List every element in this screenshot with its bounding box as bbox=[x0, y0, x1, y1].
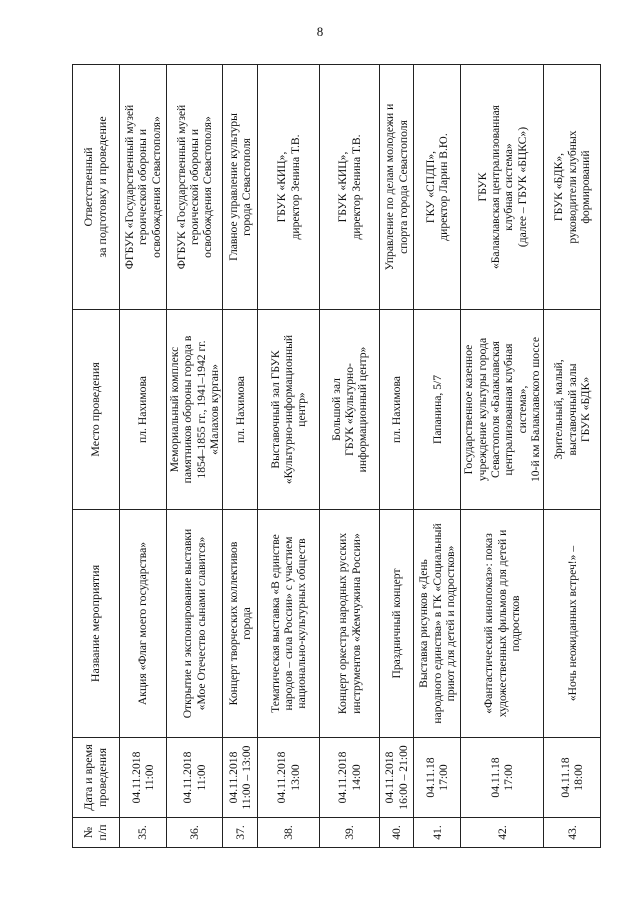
cell-num-line: 40. bbox=[390, 825, 404, 840]
cell-date-line: 04.11.2018 bbox=[129, 751, 143, 804]
cell-place bbox=[414, 310, 461, 510]
cell-num bbox=[414, 818, 461, 848]
cell-event-name-line: инструментов «Жемчужина России» bbox=[349, 533, 363, 714]
cell-place-line: «Культурно-информационный bbox=[282, 334, 296, 485]
table-row bbox=[380, 65, 414, 848]
cell-responsible-line: «Балаклавская централизованная bbox=[488, 104, 502, 270]
cell-date bbox=[223, 738, 258, 818]
cell-responsible-line: ФГБУК «Государственный музей bbox=[174, 104, 188, 270]
rotated-table-wrapper bbox=[72, 65, 592, 848]
cell-place-line: выставочный залы bbox=[565, 363, 579, 456]
cell-date-line: 04.11.2018 bbox=[383, 751, 397, 804]
cell-event-name-line: Открытие и экспонирование выставки bbox=[181, 528, 195, 719]
cell-event-name-line: художественных фильмов для детей и bbox=[495, 529, 509, 718]
table-row bbox=[167, 65, 223, 848]
cell-date-line: 13:00 bbox=[288, 764, 302, 791]
cell-num bbox=[223, 818, 258, 848]
events-table bbox=[72, 64, 601, 848]
cell-date-line: 04.11.18 bbox=[423, 757, 437, 798]
table-row bbox=[223, 65, 258, 848]
cell-responsible-line: (далее – ГБУК «БЦКС») bbox=[515, 126, 529, 248]
cell-event-name-line: «Фантастический кинопоказ»: показ bbox=[482, 533, 496, 714]
cell-num bbox=[544, 818, 601, 848]
cell-responsible-line: спорта города Севастополя bbox=[396, 120, 410, 254]
cell-date bbox=[380, 738, 414, 818]
cell-responsible bbox=[414, 65, 461, 310]
cell-responsible-line: города Севастополя bbox=[240, 138, 254, 236]
cell-place-line: ГБУК «БДК» bbox=[578, 376, 592, 443]
cell-event-name-line: Акция «Флаг моего государства» bbox=[136, 541, 150, 706]
cell-event-name-line: приют для детей и подростков» bbox=[443, 545, 457, 702]
table-row bbox=[461, 65, 544, 848]
cell-place bbox=[167, 310, 223, 510]
cell-date-line: 11:00 bbox=[194, 764, 208, 791]
header-date: Дата и время проведения bbox=[73, 738, 120, 818]
cell-responsible-line: директор Зенина Т.В. bbox=[349, 134, 363, 240]
cell-responsible-line: героической обороны и bbox=[136, 128, 150, 246]
cell-event-name-line: Концерт оркестра народных русских bbox=[336, 532, 350, 715]
cell-place-line: система», bbox=[515, 385, 529, 434]
cell-num bbox=[320, 818, 380, 848]
cell-date-line: 04.11.2018 bbox=[336, 751, 350, 804]
cell-event-name-line: города bbox=[240, 607, 254, 640]
cell-responsible-line: освобождения Севастополя» bbox=[149, 116, 163, 258]
cell-date-line: 04.11.2018 bbox=[275, 751, 289, 804]
header-num: № п/п bbox=[73, 818, 120, 848]
cell-responsible bbox=[120, 65, 167, 310]
cell-date-line: 04.11.18 bbox=[558, 757, 572, 798]
cell-place-line: центр» bbox=[295, 392, 309, 427]
cell-responsible-line: клубная система» bbox=[502, 143, 516, 231]
cell-responsible-line: ГБУК «КИЦ», bbox=[336, 151, 350, 223]
cell-date bbox=[258, 738, 320, 818]
page-number: 8 bbox=[316, 24, 324, 39]
cell-responsible bbox=[380, 65, 414, 310]
cell-num bbox=[167, 818, 223, 848]
cell-responsible-line: ГБУК «БДК», bbox=[552, 152, 566, 222]
cell-responsible bbox=[544, 65, 601, 310]
cell-date-line: 04.11.2018 bbox=[181, 751, 195, 804]
cell-date bbox=[414, 738, 461, 818]
cell-date-line: 04.11.18 bbox=[488, 757, 502, 798]
cell-responsible-line: ГБУК bbox=[475, 172, 489, 202]
table-row bbox=[414, 65, 461, 848]
cell-responsible-line: Главное управление культуры bbox=[226, 113, 240, 261]
table-header-row bbox=[73, 65, 120, 848]
cell-event-name bbox=[167, 510, 223, 738]
cell-date-line: 17:00 bbox=[502, 764, 516, 791]
cell-event-name bbox=[320, 510, 380, 738]
cell-num-line: 37. bbox=[233, 825, 247, 840]
cell-place bbox=[544, 310, 601, 510]
cell-responsible-line: ГКУ «СПДП», bbox=[423, 150, 437, 224]
cell-num-line: 38. bbox=[282, 825, 296, 840]
cell-responsible-line: героической обороны и bbox=[187, 128, 201, 246]
cell-date-line: 17:00 bbox=[437, 764, 451, 791]
cell-responsible-line: освобождения Севастополя» bbox=[201, 116, 215, 258]
cell-event-name bbox=[380, 510, 414, 738]
cell-event-name-line: «Мое Отечество сынами славится» bbox=[194, 536, 208, 711]
cell-place-line: Зрительный, малый, bbox=[552, 359, 566, 460]
cell-num-line: 36. bbox=[187, 825, 201, 840]
cell-responsible bbox=[461, 65, 544, 310]
cell-date bbox=[120, 738, 167, 818]
cell-num bbox=[258, 818, 320, 848]
cell-num-line: 41. bbox=[430, 825, 444, 840]
cell-event-name-line: народного единства» в ГК «Социальный bbox=[430, 523, 444, 724]
cell-place-line: Государственное казенное bbox=[462, 344, 476, 475]
cell-event-name-line: «Ночь неожиданных встреч!» – bbox=[565, 545, 579, 702]
cell-event-name-line: национально-культурных обществ bbox=[295, 538, 309, 709]
cell-place-line: Мемориальный комплекс bbox=[168, 346, 181, 473]
cell-event-name-line: Выставка рисунков «День bbox=[417, 559, 431, 688]
cell-responsible-line: директор Ларин В.Ю. bbox=[437, 133, 451, 241]
cell-place bbox=[223, 310, 258, 510]
cell-num-line: 42. bbox=[495, 825, 509, 840]
cell-event-name bbox=[258, 510, 320, 738]
cell-responsible-line: директор Зенина Т.В. bbox=[288, 134, 302, 240]
table-row bbox=[544, 65, 601, 848]
cell-place-line: пл. Нахимова bbox=[390, 376, 404, 443]
cell-event-name-line: народов – сила России» с участием bbox=[282, 536, 296, 711]
cell-date bbox=[544, 738, 601, 818]
cell-date-line: 14:00 bbox=[349, 764, 363, 791]
cell-num-line: 43. bbox=[565, 825, 579, 840]
cell-event-name bbox=[414, 510, 461, 738]
cell-place-line: пл. Нахимова bbox=[233, 376, 247, 443]
cell-num bbox=[120, 818, 167, 848]
cell-place bbox=[120, 310, 167, 510]
cell-place-line: учреждение культуры города bbox=[475, 337, 489, 482]
cell-place-line: 1854–1855 гг., 1941–1942 гг. bbox=[194, 340, 208, 479]
cell-date bbox=[461, 738, 544, 818]
cell-num-line: 35. bbox=[136, 825, 150, 840]
header-name: Название мероприятия bbox=[73, 510, 120, 738]
cell-place-line: ГБУК «Культурно- bbox=[343, 363, 357, 456]
cell-responsible-line: руководители клубных bbox=[565, 130, 579, 244]
cell-place-line: 10-й км Балаклавского шоссе bbox=[528, 337, 542, 482]
cell-place-line: централизованная клубная bbox=[502, 343, 516, 476]
cell-date bbox=[320, 738, 380, 818]
cell-place bbox=[380, 310, 414, 510]
cell-event-name-line: подростков bbox=[508, 595, 522, 652]
table-row bbox=[258, 65, 320, 848]
cell-date-line: 18:00 bbox=[572, 764, 586, 791]
cell-event-name-line: Тематическая выставка «В единстве bbox=[268, 534, 282, 713]
cell-date-line: 04.11.2018 bbox=[226, 751, 240, 804]
cell-event-name bbox=[120, 510, 167, 738]
cell-place-line: «Малахов курган» bbox=[207, 364, 221, 455]
cell-place-line: памятников обороны города в bbox=[181, 335, 195, 484]
cell-num bbox=[461, 818, 544, 848]
cell-event-name bbox=[223, 510, 258, 738]
cell-place-line: информационный центр» bbox=[356, 346, 370, 473]
cell-place bbox=[461, 310, 544, 510]
table-body bbox=[120, 65, 601, 848]
header-responsible: Ответственный за подготовку и проведение bbox=[73, 65, 120, 310]
cell-responsible-line: формирований bbox=[578, 150, 592, 224]
cell-event-name bbox=[544, 510, 601, 738]
cell-responsible bbox=[223, 65, 258, 310]
cell-responsible bbox=[320, 65, 380, 310]
cell-date-line: 11:00 bbox=[143, 764, 156, 791]
cell-num-line: 39. bbox=[343, 825, 357, 840]
cell-place-line: Большой зал bbox=[329, 378, 343, 441]
cell-place bbox=[258, 310, 320, 510]
cell-place-line: пл. Нахимова bbox=[136, 376, 150, 443]
cell-place-line: Выставочный зал ГБУК bbox=[268, 350, 282, 469]
cell-event-name bbox=[461, 510, 544, 738]
cell-place-line: Севастополя «Балаклавская bbox=[488, 341, 502, 478]
cell-date bbox=[167, 738, 223, 818]
cell-responsible bbox=[258, 65, 320, 310]
cell-date-line: 16:00 – 21:00 bbox=[396, 745, 410, 810]
cell-event-name-line: Концерт творческих коллективов bbox=[226, 541, 240, 706]
cell-responsible-line: ГБУК «КИЦ», bbox=[275, 151, 289, 223]
header-place: Место проведения bbox=[73, 310, 120, 510]
cell-place bbox=[320, 310, 380, 510]
table-row bbox=[120, 65, 167, 848]
cell-event-name-line: Праздничный концерт bbox=[390, 568, 404, 679]
cell-num bbox=[380, 818, 414, 848]
cell-responsible-line: Управление по делам молодежи и bbox=[383, 103, 397, 271]
cell-place-line: Папанина, 5/7 bbox=[430, 374, 444, 445]
table-row bbox=[320, 65, 380, 848]
cell-responsible bbox=[167, 65, 223, 310]
cell-date-line: 11:00 – 13:00 bbox=[240, 745, 254, 810]
cell-responsible-line: ФГБУК «Государственный музей bbox=[123, 104, 136, 270]
